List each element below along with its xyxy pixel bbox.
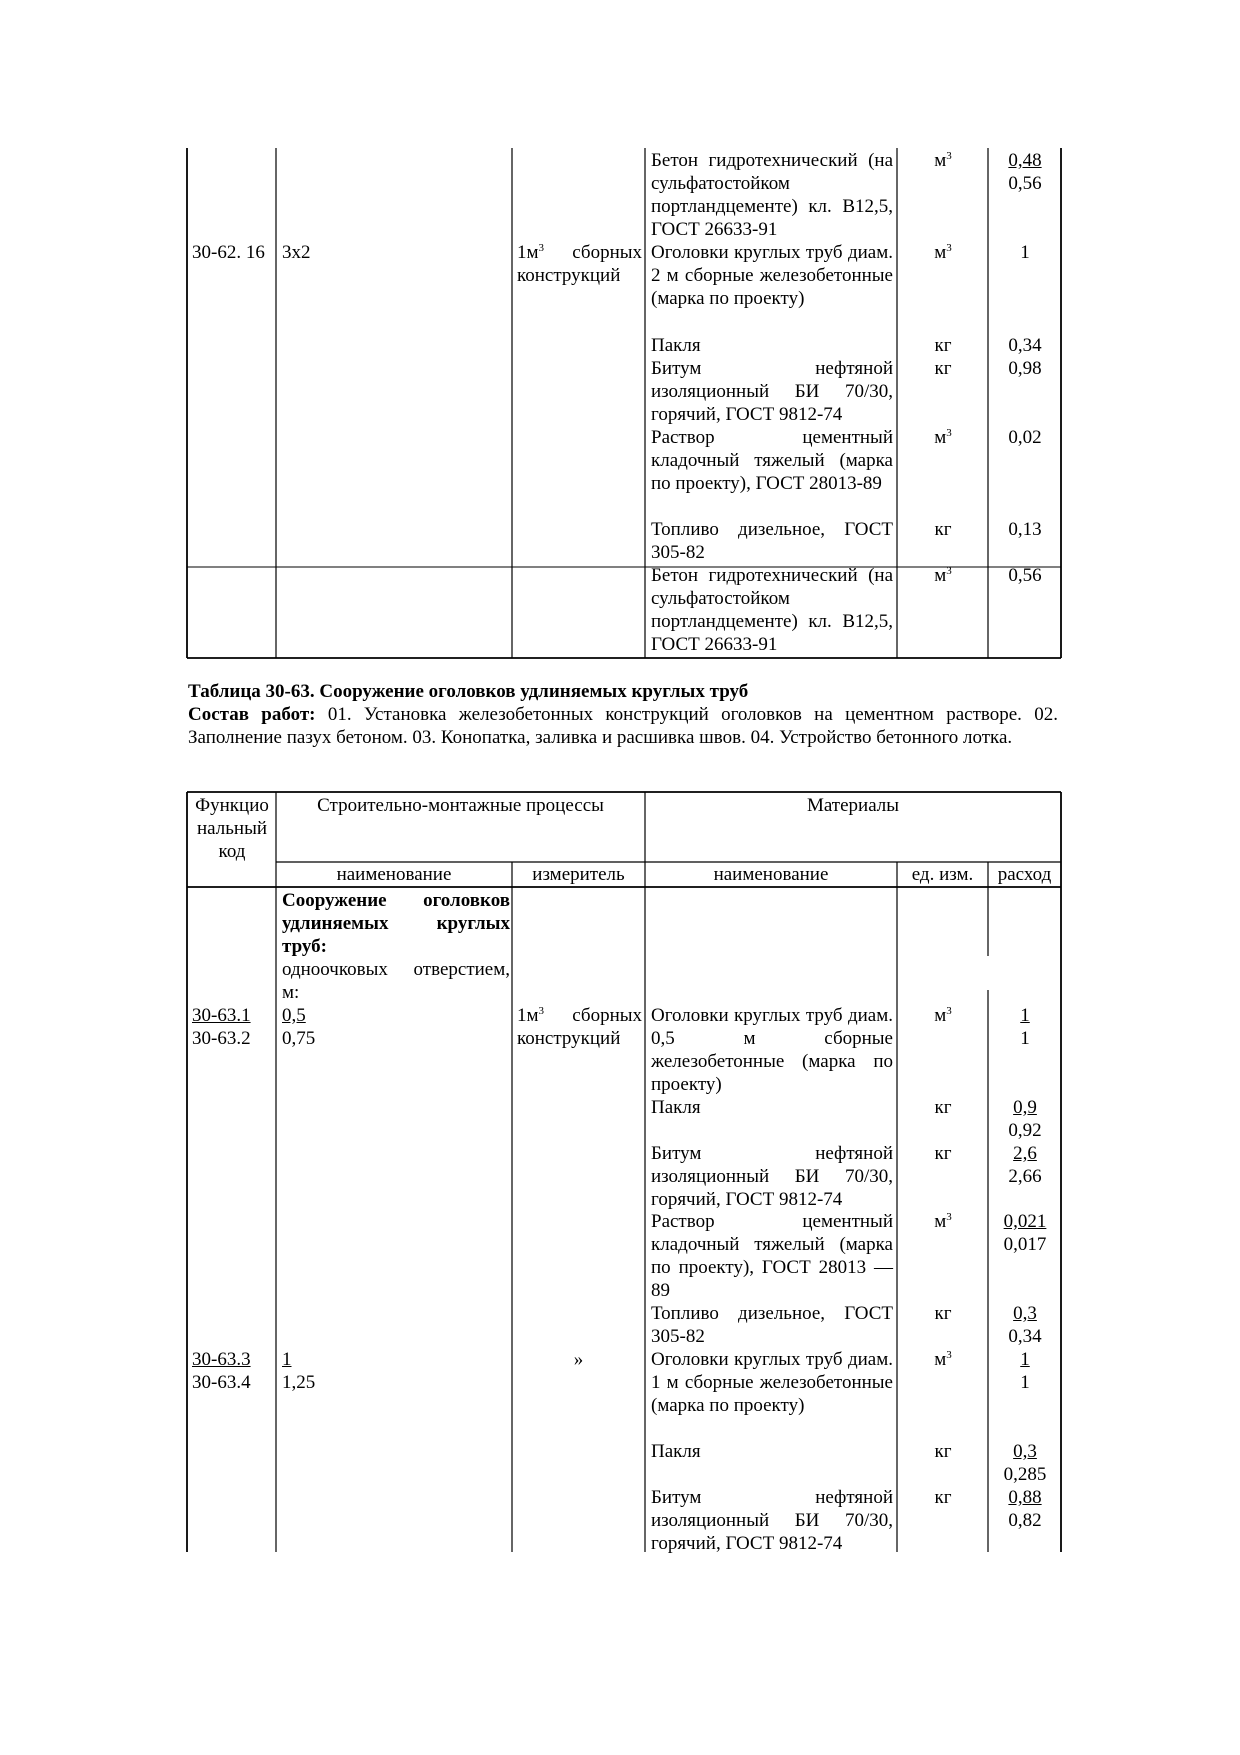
unit-cell	[902, 426, 984, 449]
meter-text: »	[573, 1349, 584, 1370]
value-text: 2,66	[1008, 1166, 1042, 1187]
value-cell	[993, 1210, 1057, 1256]
name-text: 3х2	[282, 242, 311, 263]
material-cell	[651, 1302, 893, 1348]
material-name: Бетон гидротехнический (на сульфатостойком портландцементе) кл. В12,5, ГОСТ 26633-91	[651, 565, 893, 655]
material-name: Пакля	[651, 335, 701, 356]
unit-sup: 3	[946, 427, 952, 439]
material-cell	[651, 149, 893, 241]
unit-text: кг	[934, 1441, 952, 1462]
unit-cell	[902, 1096, 984, 1119]
value-text: 0,34	[1008, 1326, 1042, 1347]
material-name: Пакля	[651, 1441, 701, 1462]
code-text: 30-63.2	[192, 1028, 251, 1049]
header-code	[188, 794, 276, 863]
value-cell	[993, 564, 1057, 587]
code-text-underlined: 30-63.1	[192, 1005, 251, 1026]
unit-sup: 3	[946, 1005, 952, 1017]
table-caption-title-text: Таблица 30-63. Сооружение оголовков удлиняемых круглых труб	[188, 681, 749, 702]
material-name: Бетон гидротехнический (на сульфатостойком портландцементе) кл. В12,5, ГОСТ 26633-91	[651, 150, 893, 240]
code-text-underlined: 30-63.3	[192, 1349, 251, 1370]
unit-cell	[902, 1004, 984, 1027]
code-text: 30-63.4	[192, 1372, 251, 1393]
name-cell	[282, 1348, 510, 1394]
value-underlined: 0,3	[1013, 1441, 1037, 1462]
value-cell	[993, 241, 1057, 264]
header-processes	[276, 794, 645, 817]
header-unit-text: ед. изм.	[911, 864, 974, 885]
material-cell	[651, 1210, 893, 1302]
unit-cell	[902, 334, 984, 357]
header-materials-text: Материалы	[806, 795, 900, 816]
section-title	[282, 889, 510, 958]
value-cell	[993, 334, 1057, 357]
unit-text: кг	[934, 1487, 952, 1508]
name-cell	[282, 1004, 510, 1050]
value-cell	[993, 1440, 1057, 1486]
material-cell	[651, 1348, 893, 1417]
value-cell	[993, 518, 1057, 541]
unit-text: кг	[934, 1097, 952, 1118]
name-cell	[282, 241, 510, 264]
value-cell	[993, 426, 1057, 449]
unit-cell	[902, 149, 984, 172]
header-materials	[645, 794, 1061, 817]
unit-sup: 3	[946, 1349, 952, 1361]
header-name	[276, 863, 512, 886]
header-meter	[512, 863, 645, 886]
material-cell	[651, 564, 893, 656]
value-text: 1	[1020, 1028, 1030, 1049]
unit-text: м	[934, 565, 947, 586]
unit-text: кг	[934, 335, 952, 356]
header-name-text: наименование	[336, 864, 452, 885]
unit-cell	[902, 518, 984, 541]
material-name: Оголовки круглых труб диам. 0,5 м сборные железобетонные (марка по проекту)	[651, 1005, 893, 1095]
material-name: Битум нефтяной изоляционный БИ 70/30, горячий, ГОСТ 9812-74	[651, 1143, 893, 1210]
value-cell	[993, 1302, 1057, 1348]
material-cell	[651, 357, 893, 426]
unit-text: кг	[934, 1143, 952, 1164]
section-title-text: Сооружение оголовков удлиняемых круглых труб:	[282, 890, 510, 957]
material-name: Битум нефтяной изоляционный БИ 70/30, горячий, ГОСТ 9812-74	[651, 1487, 893, 1554]
unit-text: м	[934, 427, 947, 448]
value-text: 1	[1020, 1372, 1030, 1393]
unit-text: м	[934, 1349, 947, 1370]
header-code-text: Функцио нальный код	[195, 795, 269, 862]
unit-cell	[902, 357, 984, 380]
unit-text: м	[934, 1211, 947, 1232]
material-cell	[651, 518, 893, 564]
unit-text: кг	[934, 358, 952, 379]
unit-sup: 3	[946, 150, 952, 162]
value-underlined: 2,6	[1013, 1143, 1037, 1164]
material-name: Пакля	[651, 1097, 701, 1118]
value-text: 0,34	[1008, 335, 1042, 356]
unit-text: м	[934, 1005, 947, 1026]
material-name: Топливо дизельное, ГОСТ 305-82	[651, 1303, 893, 1347]
header-mat-name-text: наименование	[713, 864, 829, 885]
unit-cell	[902, 1210, 984, 1233]
value-underlined: 0,48	[1008, 150, 1042, 171]
name-text-underlined: 0,5	[282, 1005, 306, 1026]
value-text: 0,017	[1003, 1234, 1047, 1255]
value-underlined: 0,88	[1008, 1487, 1042, 1508]
value-cell	[993, 1348, 1057, 1394]
unit-cell	[902, 1348, 984, 1371]
code-cell	[192, 241, 272, 264]
name-text-underlined: 1	[282, 1349, 292, 1370]
unit-sup: 3	[946, 565, 952, 577]
unit-cell	[902, 564, 984, 587]
value-underlined: 1	[1020, 1005, 1030, 1026]
code-text: 30-62. 16	[192, 242, 265, 263]
value-text: 0,02	[1008, 427, 1042, 448]
material-name: Оголовки круглых труб диам. 1 м сборные железобетонные (марка по проекту)	[651, 1349, 893, 1416]
value-cell	[993, 1004, 1057, 1050]
header-unit	[897, 863, 988, 886]
value-text: 0,56	[1008, 565, 1042, 586]
subsection-title	[282, 958, 510, 1004]
value-underlined: 0,9	[1013, 1097, 1037, 1118]
material-name: Битум нефтяной изоляционный БИ 70/30, горячий, ГОСТ 9812-74	[651, 358, 893, 425]
meter-cell	[512, 1348, 645, 1371]
material-cell	[651, 1142, 893, 1211]
header-meter-text: измеритель	[532, 864, 625, 885]
meter-sup: 3	[538, 1005, 545, 1017]
value-text: 0,98	[1008, 358, 1042, 379]
value-text: 0,13	[1008, 519, 1042, 540]
material-name: Раствор цементный кладочный тяжелый (марка по проекту), ГОСТ 28013-89	[651, 427, 893, 494]
subsection-title-text: одноочковых отверстием, м:	[282, 959, 510, 1003]
value-cell	[993, 1142, 1057, 1188]
meter-cell	[517, 241, 642, 287]
meter-text: сборных конструкций	[517, 1005, 642, 1049]
material-cell	[651, 1440, 893, 1463]
material-cell	[651, 1096, 893, 1119]
material-cell	[651, 1004, 893, 1096]
value-text: 0,92	[1008, 1120, 1042, 1141]
unit-text: м	[934, 150, 947, 171]
unit-cell	[902, 1302, 984, 1325]
name-text: 1,25	[282, 1372, 316, 1393]
meter-cell	[517, 1004, 642, 1050]
material-cell	[651, 241, 893, 310]
header-processes-text: Строительно-монтажные процессы	[317, 795, 604, 816]
value-underlined: 0,021	[1003, 1211, 1047, 1232]
unit-sup: 3	[946, 1211, 952, 1223]
material-cell	[651, 426, 893, 495]
value-text: 0,56	[1008, 173, 1042, 194]
code-cell	[192, 1348, 272, 1394]
unit-cell	[902, 1486, 984, 1509]
value-underlined: 0,3	[1013, 1303, 1037, 1324]
meter-text: 1м	[517, 242, 539, 263]
code-cell	[192, 1004, 272, 1050]
header-rate-text: расход	[997, 864, 1052, 885]
material-name: Топливо дизельное, ГОСТ 305-82	[651, 519, 893, 563]
material-name: Оголовки круглых труб диам. 2 м сборные железобетонные (марка по проекту)	[651, 242, 893, 309]
meter-text: 1м	[517, 1005, 539, 1026]
table-caption-title	[188, 680, 1058, 703]
header-rate	[988, 863, 1061, 886]
unit-text: кг	[934, 519, 952, 540]
unit-cell	[902, 1142, 984, 1165]
name-text: 0,75	[282, 1028, 316, 1049]
value-cell	[993, 1486, 1057, 1532]
unit-sup: 3	[946, 242, 952, 254]
value-cell	[993, 357, 1057, 380]
unit-cell	[902, 1440, 984, 1463]
unit-cell	[902, 241, 984, 264]
material-cell	[651, 1486, 893, 1555]
value-cell	[993, 1096, 1057, 1142]
unit-text: кг	[934, 1303, 952, 1324]
material-name: Раствор цементный кладочный тяжелый (марка по проекту), ГОСТ 28013 —89	[651, 1211, 893, 1301]
value-text: 1	[1020, 242, 1030, 263]
value-text: 0,285	[1003, 1464, 1047, 1485]
header-mat-name	[645, 863, 897, 886]
work-composition	[188, 703, 1058, 749]
work-composition-label: Состав работ:	[188, 704, 316, 725]
work-composition-text: 01. Установка железобетонных конструкций оголовков на цементном растворе. 02. Заполнение пазух бетоном. 03. Конопатка, заливка и расшивка швов. 04. Устройство бетонного лотка.	[188, 704, 1058, 748]
value-underlined: 1	[1020, 1349, 1030, 1370]
value-cell	[993, 149, 1057, 195]
meter-text: сборных конструкций	[517, 242, 642, 286]
meter-sup: 3	[538, 242, 545, 254]
unit-text: м	[934, 242, 947, 263]
material-cell	[651, 334, 893, 357]
value-text: 0,82	[1008, 1510, 1042, 1531]
